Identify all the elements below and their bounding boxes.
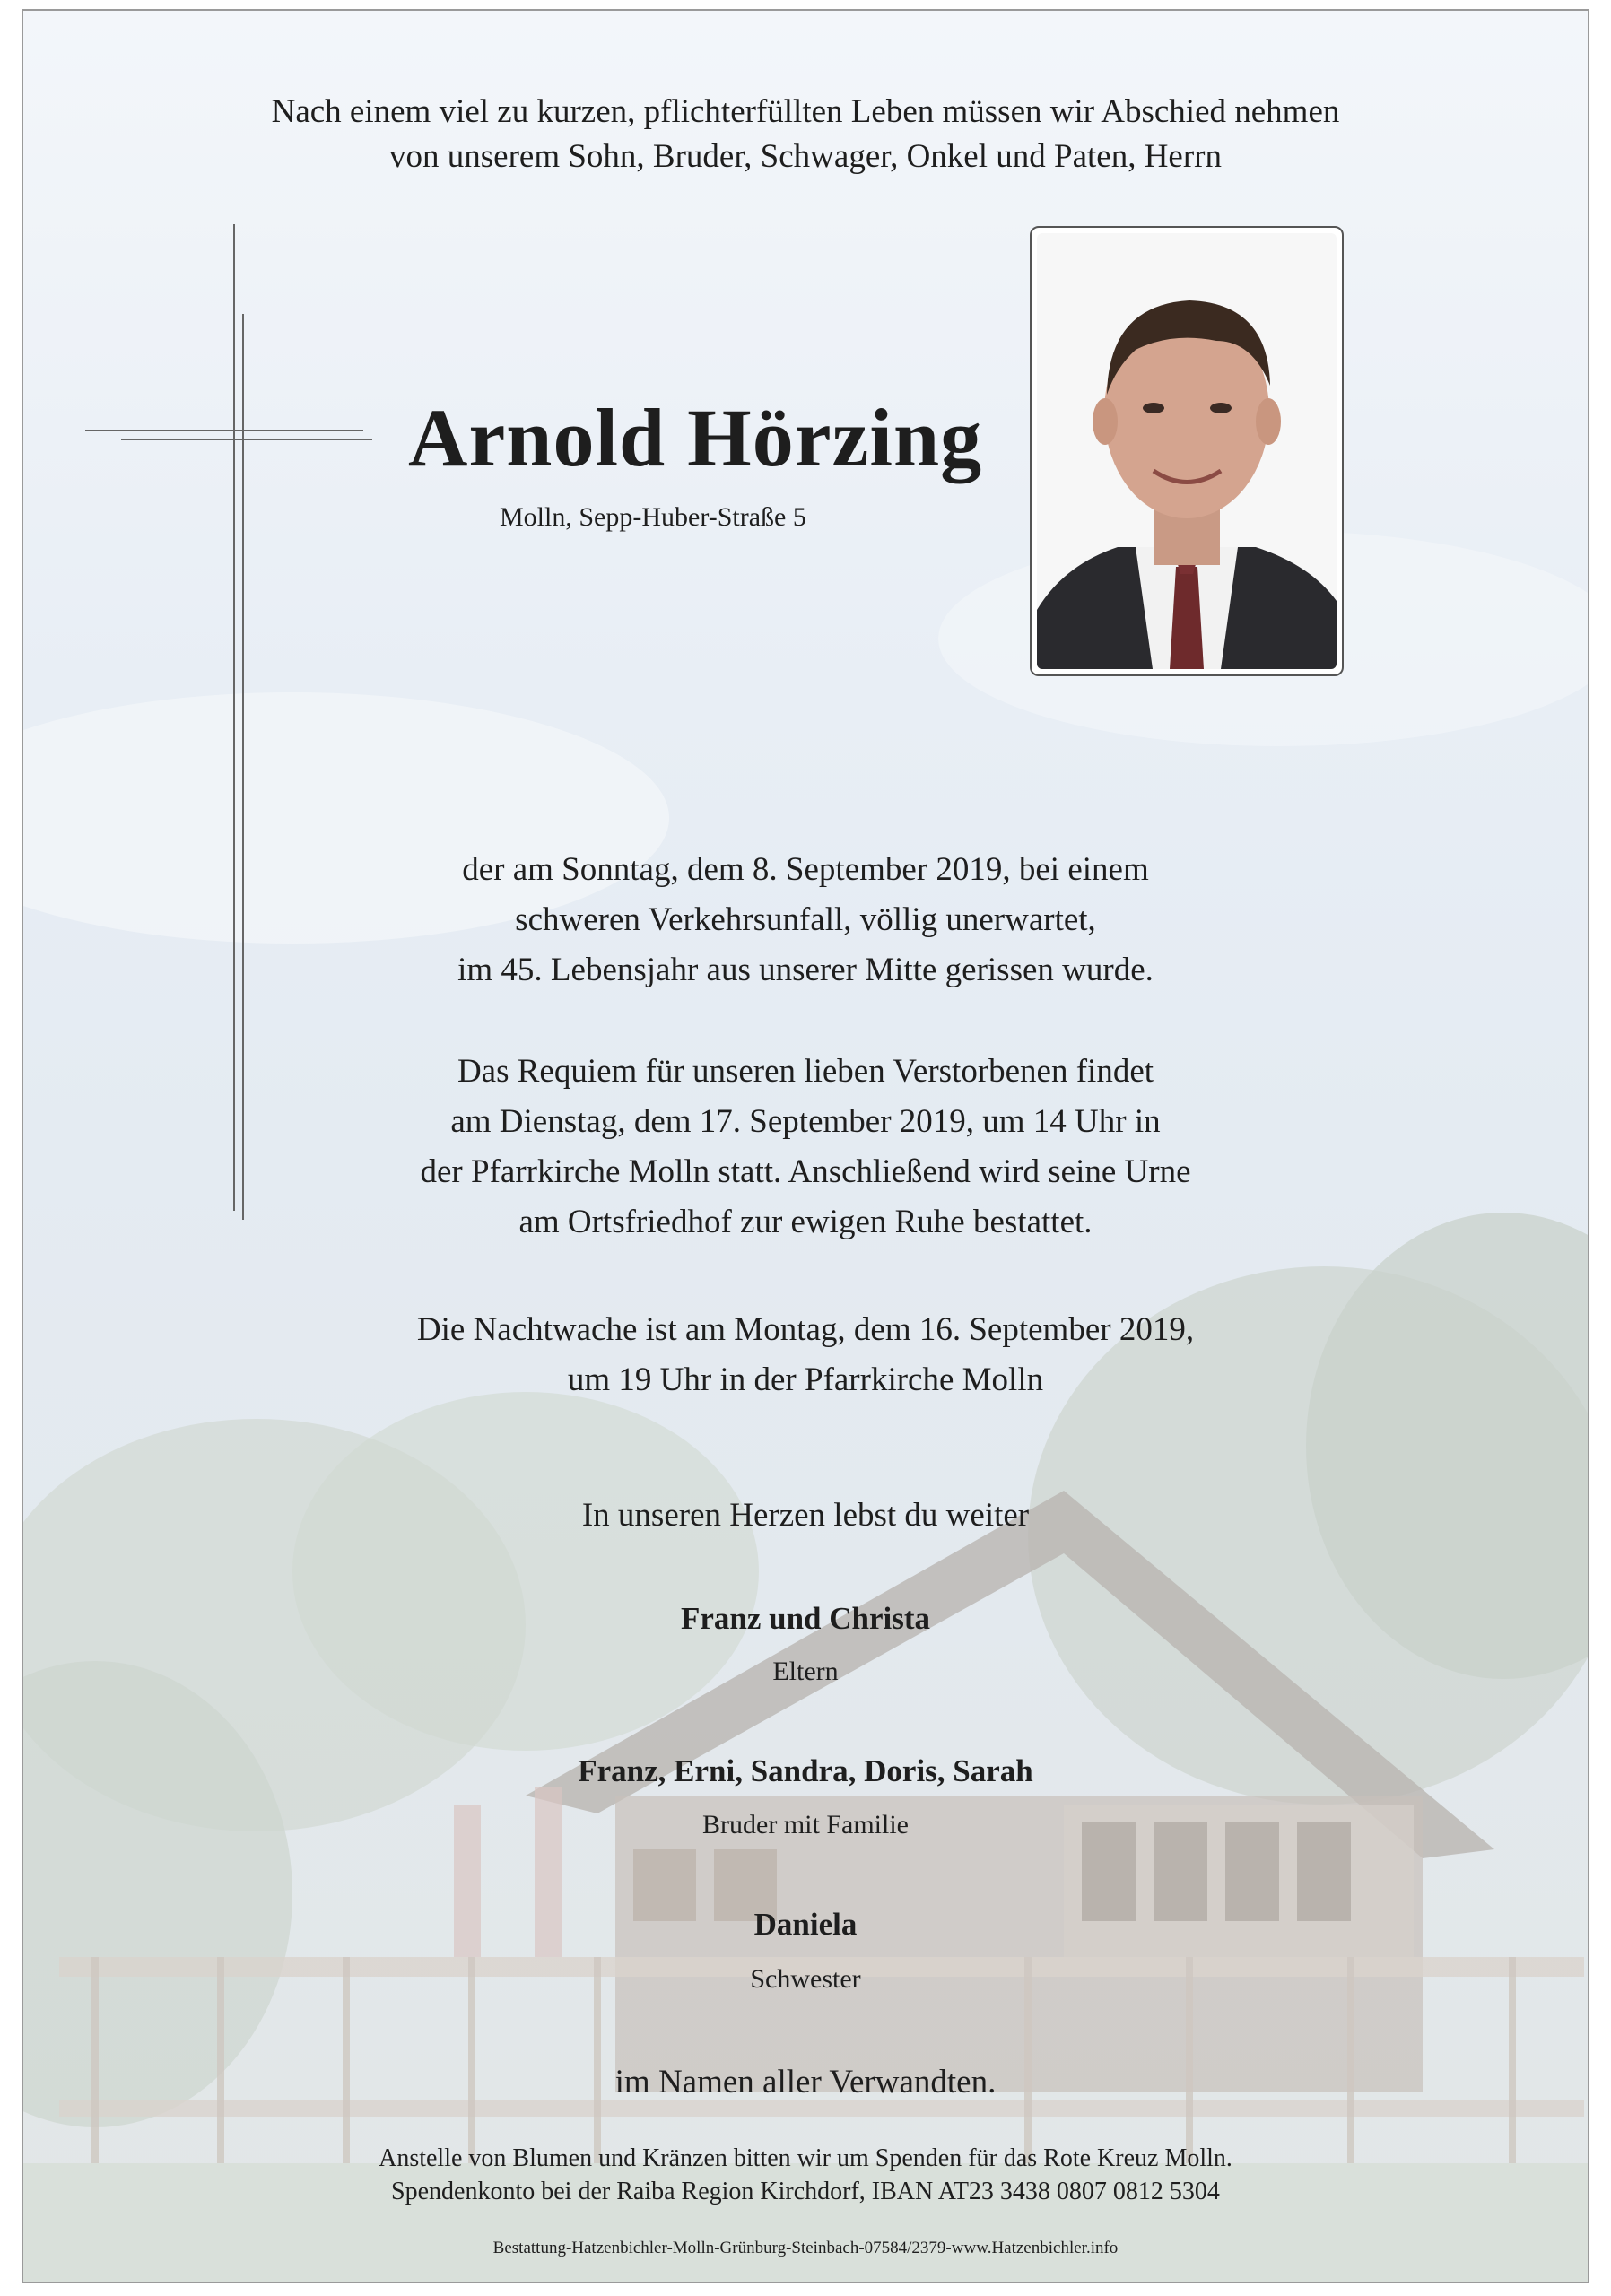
vigil-info: [0, 1305, 1611, 1405]
death-notice-line-1: der am Sonntag, dem 8. September 2019, bei einem: [462, 851, 1149, 888]
requiem-line-2: am Dienstag, dem 17. September 2019, um 14 Uhr in: [450, 1103, 1161, 1140]
intro-line-1: Nach einem viel zu kurzen, pflichterfüllten Leben müssen wir Abschied nehmen: [271, 93, 1340, 130]
portrait-image: [1037, 233, 1337, 669]
requiem-info: [0, 1047, 1611, 1248]
portrait-photo: [1030, 226, 1344, 676]
heart-line: In unseren Herzen lebst du weiter: [581, 1497, 1030, 1534]
requiem-line-4: am Ortsfriedhof zur ewigen Ruhe bestattet.: [518, 1204, 1093, 1240]
requiem-line-3: der Pfarrkirche Molln statt. Anschließend wird seine Urne: [420, 1153, 1191, 1190]
family-role-brother: Bruder mit Familie: [702, 1810, 909, 1839]
intro-text: [0, 90, 1611, 179]
funeral-home-footer: Bestattung-Hatzenbichler-Molln-Grünburg-Steinbach-07584/2379-www.Hatzenbichler.info: [492, 2239, 1119, 2257]
closing-line: im Namen aller Verwandten.: [614, 2064, 997, 2100]
family-names-sister: Daniela: [753, 1907, 858, 1942]
vigil-line-1: Die Nachtwache ist am Montag, dem 16. September 2019,: [416, 1311, 1195, 1348]
family-names-brother: Franz, Erni, Sandra, Doris, Sarah: [578, 1753, 1033, 1788]
intro-line-2: von unserem Sohn, Bruder, Schwager, Onkel und Paten, Herrn: [389, 138, 1222, 175]
death-notice-line-3: im 45. Lebensjahr aus unserer Mitte gerissen wurde.: [457, 952, 1154, 988]
vigil-line-2: um 19 Uhr in der Pfarrkirche Molln: [567, 1361, 1044, 1398]
donation-line-1: Anstelle von Blumen und Kränzen bitten wir um Spenden für das Rote Kreuz Molln.: [379, 2144, 1232, 2172]
death-notice: [0, 845, 1611, 996]
donation-line-2: Spendenkonto bei der Raiba Region Kirchdorf, IBAN AT23 3438 0807 0812 5304: [391, 2178, 1220, 2205]
donation-note: [0, 2142, 1611, 2208]
death-notice-line-2: schweren Verkehrsunfall, völlig unerwartet,: [515, 901, 1096, 938]
requiem-line-1: Das Requiem für unseren lieben Verstorbenen findet: [457, 1053, 1154, 1090]
family-role-sister: Schwester: [750, 1964, 861, 1994]
deceased-address: Molln, Sepp-Huber-Straße 5: [500, 502, 806, 532]
deceased-name: Arnold Hörzing: [408, 392, 983, 483]
family-names-parents: Franz und Christa: [680, 1601, 931, 1636]
family-role-parents: Eltern: [772, 1657, 839, 1686]
